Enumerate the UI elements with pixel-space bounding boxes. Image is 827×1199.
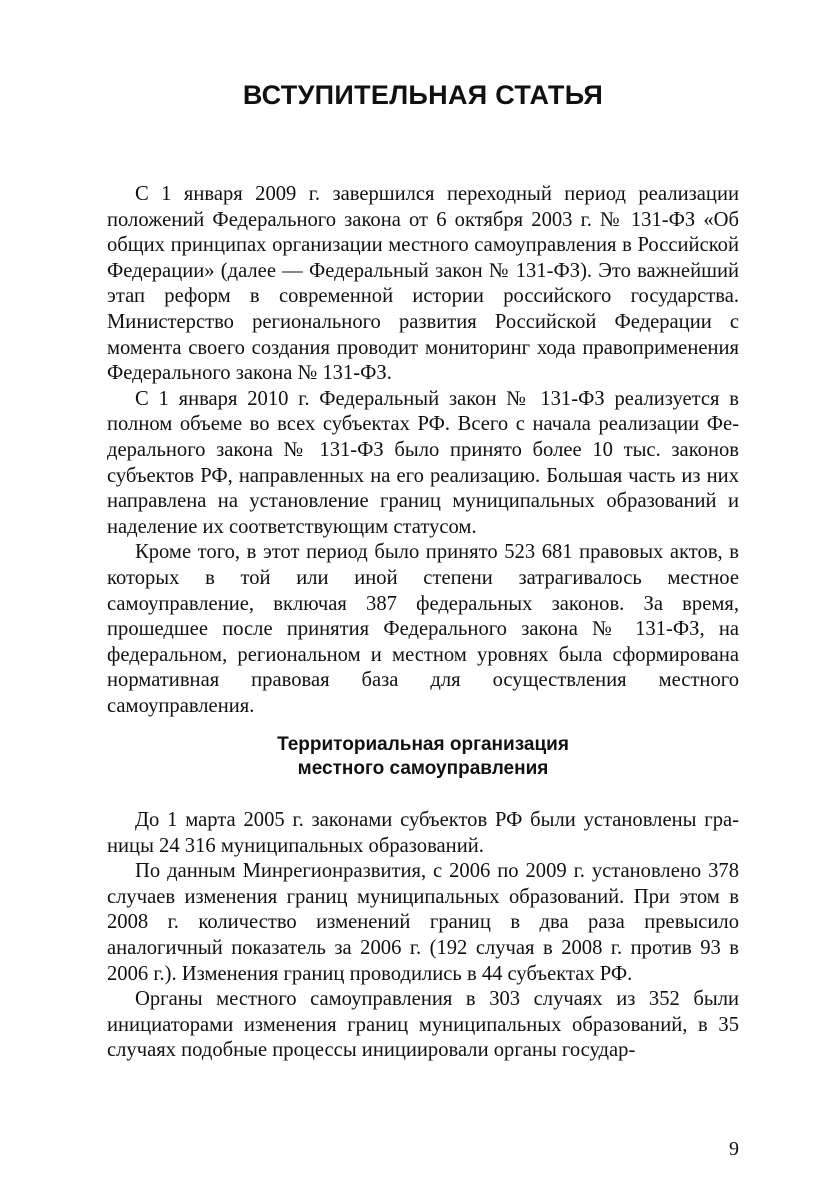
paragraph: С 1 января 2010 г. Федеральный закон № 131-ФЗ реализуется в полном объеме во всех субъектах РФ. Всего с начала реализации Федерального закона № 131-ФЗ было принято более 10 тыс. законов субъектов РФ, направленных на его реализацию. Большая часть из них направлена на установление границ муниципальных образований и наделение их соответствующим статусом.	[107, 387, 739, 538]
intro-text	[107, 182, 739, 719]
section-title-line: местного самоуправления	[297, 758, 549, 779]
paragraph: До 1 марта 2005 г. законами субъектов РФ были установлены границы 24 316 муниципальных образований.	[107, 809, 739, 857]
chapter-title: ВСТУПИТЕЛЬНАЯ СТАТЬЯ	[242, 80, 604, 110]
paragraph: Кроме того, в этот период было принято 523 681 правовых актов, в которых в той или иной степени затрагивалось местное самоуправление, включая 387 федеральных законов. За время, прошедшее после принятия Федерального закона № 131-ФЗ, на федеральном, региональном и местном уровнях была сформирована нормативная правовая база для осуществления местного самоуправления.	[107, 541, 739, 717]
page-number: 9	[729, 1138, 739, 1160]
paragraph: По данным Минрегионразвития, с 2006 по 2009 г. установлено 378 случаев изменения границ муниципальных образований. При этом в 2008 г. количество изменений границ в два раза превысило аналогичный показатель за 2006 г. (192 случая в 2008 г. против 93 в 2006 г.). Изменения границ проводились в 44 субъектах РФ.	[107, 860, 739, 985]
section-title-line: Территориальная организация	[277, 734, 569, 755]
section-text	[107, 808, 739, 1064]
paragraph: Органы местного самоуправления в 303 случаях из 352 были инициаторами изменения границ муниципальных образований, в 35 случаях подобные процессы инициировали органы государ-	[107, 988, 739, 1062]
section-title	[107, 733, 739, 781]
paragraph: С 1 января 2009 г. завершился переходный период реализации положений Федерального закона от 6 октября 2003 г. № 131-ФЗ «Об общих принципах организации местного самоуправления в Российской Федерации» (далее — Федеральный закон № 131-ФЗ). Это важнейший этап реформ в современной истории российского государства. Министерство регионального развития Российской Федерации с момента своего создания проводит мониторинг хода правоприменения Федерального закона № 131-ФЗ.	[107, 183, 739, 385]
